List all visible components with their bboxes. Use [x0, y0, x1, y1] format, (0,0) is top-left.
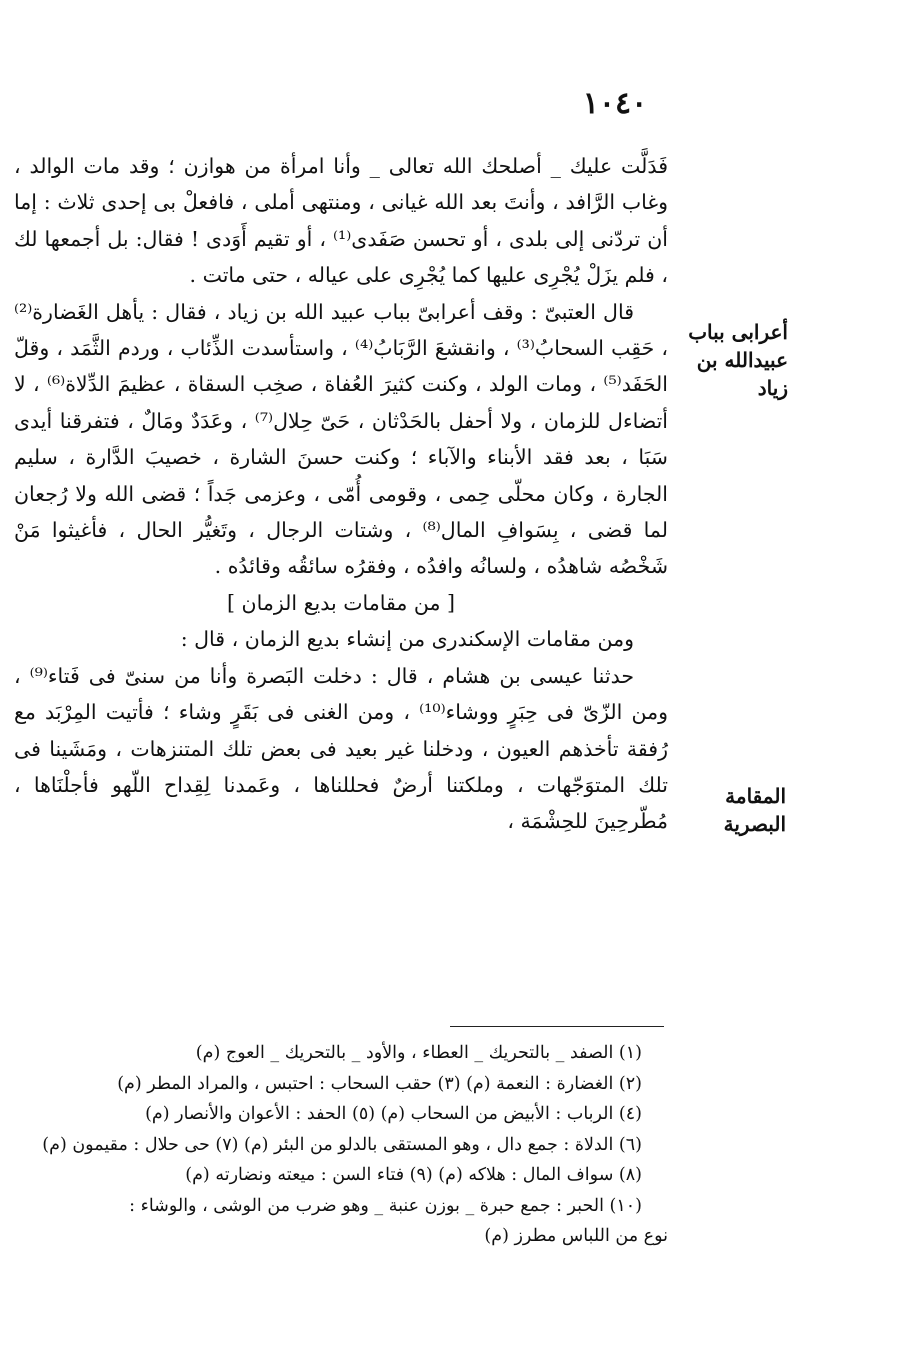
footnote-line: نوع من اللباس مطرز (م) — [484, 1226, 668, 1246]
paragraph-3: ومن مقامات الإسكندرى من إنشاء بديع الزمان ، قال : — [180, 627, 634, 652]
footnote-line: (١٠) الحبر : جمع حبرة _ بوزن عنبة _ وهو ضرب من الوشى ، والوشاء : — [129, 1195, 642, 1216]
footnote-line: (٤) الرباب : الأبيض من السحاب (م) (٥) الحفد : الأعوان والأنصار (م) — [145, 1104, 642, 1124]
main-text-body — [14, 148, 668, 840]
paragraph-4: حدثنا عيسى بن هشام ، قال : دخلت البَصرة وأنا من سنىّ فى فَتاء⁽⁹⁾ ، ومن الزّىّ فى حِبَرٍ ووشاء⁽¹⁰⁾ ، ومن الغنى فى بَقَرٍ وشاء ؛ فأتيت المِرْبَد مع رُفقة تأخذهم العيون ، ودخلنا غير بعيد فى بعض تلك المتنزهات ، ومَشَينا فى تلك المتوَجّهات ، وملكتنا أرضٌ فحللناها ، وعَمدنا لِقِداح اللّهو فأجلْنَاها ، مُطّرحِينَ للحِشْمَة ، — [14, 663, 669, 834]
footnote-line: (١) الصفد _ بالتحريك _ العطاء ، والأود _ بالتحريك _ العوج (م) — [195, 1043, 642, 1063]
footnote-line: (٢) الغضارة : النعمة (م) (٣) حقب السحاب : احتبس ، والمراد المطر (م) — [117, 1073, 642, 1094]
footnote-line: (٨) سواف المال : هلاكه (م) (٩) فتاء السن : ميعته ونضارته (م) — [185, 1165, 642, 1185]
page-number: ١٠٤٠ — [582, 86, 648, 121]
footnotes — [14, 1038, 668, 1252]
margin-note-arabic-at-door: أعرابى بباب عبيدالله بن زياد — [688, 320, 788, 400]
footnote-divider — [450, 1026, 664, 1027]
footnote-line: (٦) الدلاة : جمع دال ، وهو المستقى بالدلو من البئر (م) (٧) حى حلال : مقيمون (م) — [42, 1134, 642, 1155]
paragraph-1: فَدَلَّت عليك _ أصلحك الله تعالى _ وأنا امرأة من هوازن ؛ وقد مات الوالد ، وغاب الرَّافد ، وأنتَ بعد الله غيانى ، ومنتهى أملى ، فافعلْ بى إحدى ثلاث : إما أن تردّنى إلى بلدى ، أو تحسن صَفَدى⁽¹⁾ ، أو تقيم أَوَدى ! فقال: بل أجمعها لك ، فلم يزَلْ يُجْرِى عليها كما يُجْرِى على عياله ، حتى ماتت . — [14, 154, 668, 288]
paragraph-2: قال العتبىّ : وقف أعرابىّ بباب عبيد الله بن زياد ، فقال : يأهل الغَضارة⁽²⁾ ، حَقِب السحابُ⁽³⁾ ، وانقشعَ الرَّبَابُ⁽⁴⁾ ، واستأسدت الذِّئاب ، وردم الثَّمَد ، وقلّ الحَفَد⁽⁵⁾ ، ومات الولد ، وكنت كثيرَ العُفاة ، صخِب السقاة ، عظيمَ الدِّلاة⁽⁶⁾ ، لا أتضاءل للزمان ، ولا أحفل بالحَدْثان ، حَىّ حِلال⁽⁷⁾ ، وعَدَدٌ ومَالٌ ، فتفرقنا أيدى سَبَا ، بعد فقد الأبناء والآباء ؛ وكنت حسنَ الشارة ، خصيبَ الدَّارة ، سليم الجارة ، وكان محلّى حِمى ، وقومى أُمّى ، وعزمى جَداً ؛ قضى الله ولا رُجعان لما قضى ، بِسَوافِ المال⁽⁸⁾ ، وشتات الرجال ، وتَغيُّر الحال ، فأغيثوا مَنْ شَخْصُه شاهدُه ، ولسانُه وافدُه ، وفقرُه سائقُه وقائدُه . — [14, 299, 669, 579]
margin-note-basra-maqama: المقامة البصرية — [723, 784, 786, 836]
section-heading: [ من مقامات بديع الزمان ] — [227, 590, 455, 615]
